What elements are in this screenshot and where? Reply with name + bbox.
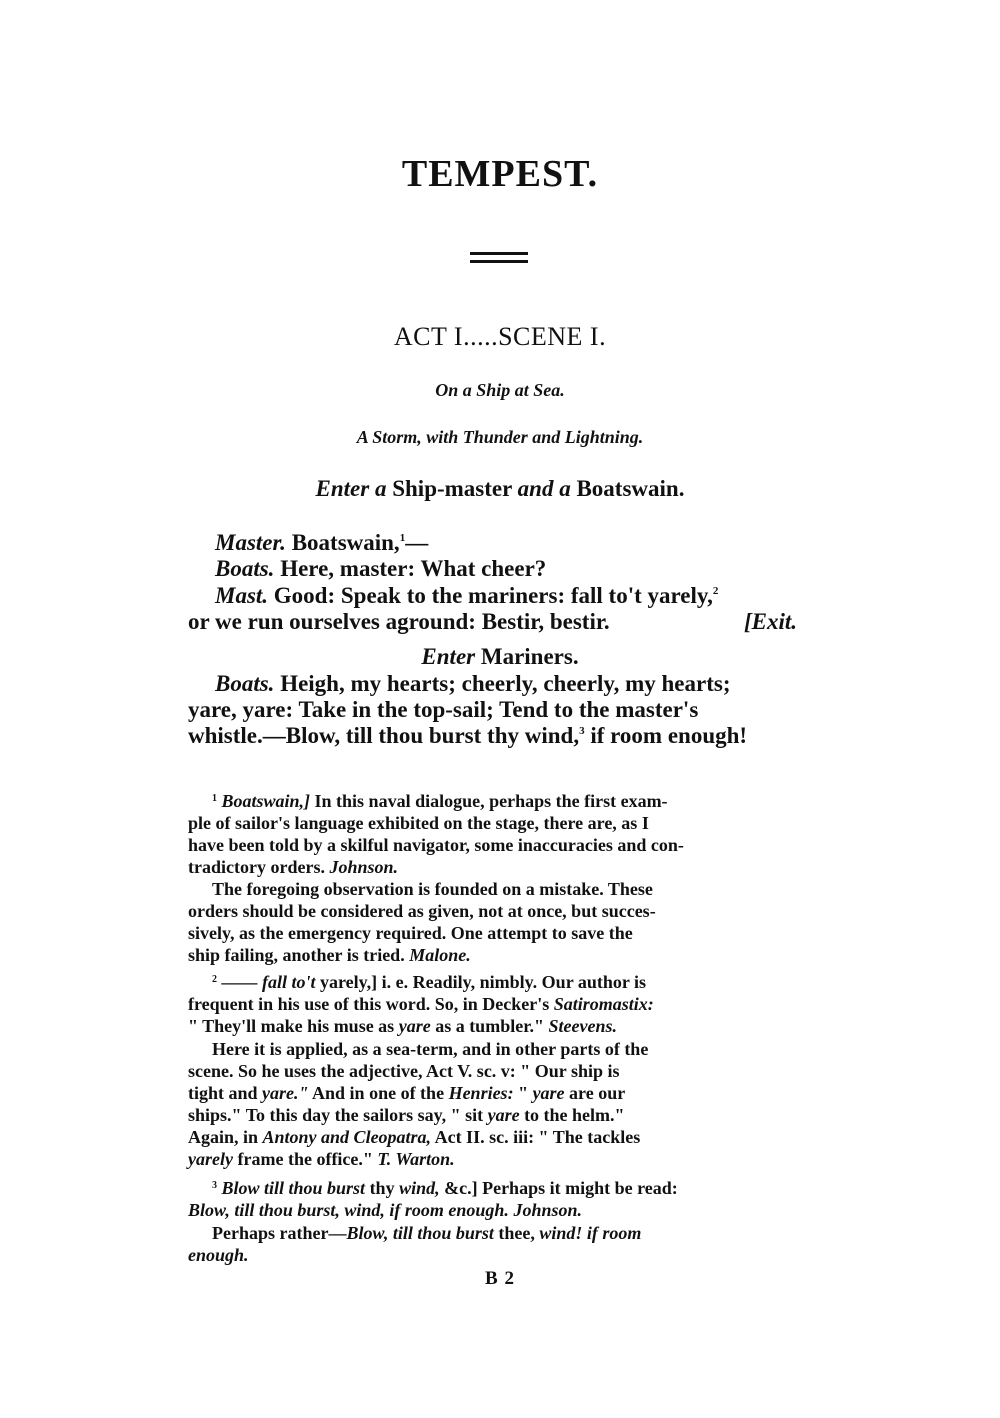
footnote-ref: 2	[712, 585, 719, 597]
enter-word: Enter	[421, 644, 476, 669]
emphasis: yare	[532, 1083, 565, 1103]
speech: if room enough!	[590, 723, 748, 748]
footnote-text: thy	[369, 1178, 395, 1198]
enter-direction	[0, 476, 1000, 502]
role-ship-master: Ship-master	[392, 476, 512, 501]
footnote-text: frame the office."	[237, 1149, 373, 1169]
footnote-line	[188, 1016, 617, 1037]
speech: Good: Speak to the mariners: fall to't yarely,	[273, 583, 713, 608]
footnote-line	[188, 1083, 625, 1104]
emphasis: yare	[398, 1016, 431, 1036]
setting-line: On a Ship at Sea.	[435, 380, 565, 400]
speaker: Boats.	[215, 556, 275, 581]
emphasis: yare	[487, 1105, 520, 1125]
footnote-text: scene. So he uses the adjective, Act V. sc. v: " Our ship is	[188, 1061, 620, 1081]
title-rule	[470, 252, 528, 255]
speech: Heigh, my hearts; cheerly, cheerly, my hearts;	[280, 671, 731, 696]
footnote-lemma: Boatswain,]	[221, 791, 311, 811]
footnote-line	[188, 1149, 455, 1170]
enter-word: Enter	[315, 476, 370, 501]
footnote-text: tight and	[188, 1083, 258, 1103]
enter-direction	[0, 644, 1000, 670]
footnote-text: are our	[569, 1083, 626, 1103]
footnote-text: ships." To this day the sailors say, " sit	[188, 1105, 484, 1125]
footnote-author: T. Warton.	[377, 1149, 455, 1169]
footnote-text: orders should be considered as given, not at once, but succes-	[188, 901, 656, 921]
emphasis: Blow, till thou burst, wind, if room enough.	[188, 1200, 509, 1220]
footnote-line	[188, 1105, 625, 1126]
footnote-text: yarely,] i. e. Readily, nimbly. Our author is	[320, 972, 647, 992]
article: a	[559, 476, 571, 501]
footnote-text: In this naval dialogue, perhaps the first exam-	[314, 791, 668, 811]
footnote-line	[212, 1223, 641, 1244]
dialogue-line	[215, 530, 428, 556]
footnote-line	[188, 1200, 582, 1221]
speech: Here, master: What cheer?	[280, 556, 547, 581]
footnote-text: as a tumbler."	[435, 1016, 545, 1036]
footnote-ref: 1	[399, 532, 406, 544]
footnote-author: Johnson.	[513, 1200, 582, 1220]
dialogue-line	[215, 583, 718, 609]
emphasis: till thou burst	[392, 1223, 494, 1243]
dialogue-line	[215, 671, 730, 697]
stage-direction: A Storm, with Thunder and Lightning.	[356, 427, 644, 447]
footnote-text: tradictory orders.	[188, 857, 325, 877]
speech: Boatswain,	[291, 530, 400, 555]
page-title: TEMPEST.	[401, 153, 599, 195]
dialogue-line: or we run ourselves aground: Bestir, bestir.	[188, 609, 610, 634]
footnote-text: have been told by a skilful navigator, some inaccuracies and con-	[188, 835, 684, 855]
title-rule	[470, 260, 528, 263]
footnote-lemma: —— fall to't	[221, 972, 316, 992]
footnote-2	[212, 972, 646, 993]
footnote-lemma: Blow till thou burst	[221, 1178, 366, 1198]
footnote-text: " They'll make his muse as	[188, 1016, 395, 1036]
footnote-line	[188, 857, 398, 878]
and-word: and	[517, 476, 554, 501]
footnote-author: Malone.	[409, 945, 471, 965]
footnote-author: Johnson.	[329, 857, 398, 877]
page-signature: B 2	[485, 1268, 515, 1289]
footnote-text: The foregoing observation is founded on a mistake. These	[212, 879, 653, 899]
article: a	[374, 476, 387, 501]
speaker: Mast.	[215, 583, 269, 608]
role-mariners: Mariners.	[480, 644, 579, 669]
emphasis: wind,	[399, 1178, 440, 1198]
footnote-number: 3	[212, 1180, 217, 1191]
footnote-text: Act II. sc. iii: " The tackles	[434, 1127, 641, 1147]
footnote-number: 2	[212, 974, 217, 985]
dialogue-line	[215, 556, 546, 582]
role-boatswain: Boatswain.	[576, 476, 685, 501]
exit-direction: [Exit.	[744, 609, 798, 634]
footnote-ref: 3	[579, 725, 585, 737]
footnote-text: "	[518, 1083, 529, 1103]
footnote-line	[188, 994, 654, 1015]
footnote-text: And in one of the	[312, 1083, 445, 1103]
footnote-text: &c.] Perhaps it might be read:	[444, 1178, 678, 1198]
footnote-text: enough.	[188, 1245, 249, 1265]
footnote-text: ple of sailor's language exhibited on the stage, there are, as I	[188, 813, 649, 833]
footnote-text: frequent in his use of this word. So, in Decker's	[188, 994, 550, 1014]
footnote-1	[212, 791, 668, 812]
act-scene-heading: ACT I.....SCENE I.	[393, 322, 607, 351]
dash: —	[405, 530, 429, 555]
footnote-text: ship failing, another is tried.	[188, 945, 405, 965]
footnote-3	[212, 1178, 678, 1199]
emphasis: Blow,	[346, 1223, 389, 1243]
footnote-line	[188, 945, 471, 966]
footnote-line	[188, 1127, 640, 1148]
speaker: Master.	[215, 530, 286, 555]
emphasis: yarely	[188, 1149, 233, 1169]
footnote-text: thee,	[498, 1223, 535, 1243]
dialogue-line	[188, 723, 747, 749]
footnote-author: Steevens.	[548, 1016, 618, 1036]
emphasis: yare."	[262, 1083, 309, 1103]
footnote-text: Perhaps rather—	[212, 1223, 347, 1243]
footnote-text: to the helm."	[524, 1105, 625, 1125]
footnote-text: Again, in	[188, 1127, 259, 1147]
work-title: Antony and Cleopatra,	[262, 1127, 432, 1147]
footnote-text: Here it is applied, as a sea-term, and in other parts of the	[212, 1039, 649, 1059]
work-title: Satiromastix:	[553, 994, 654, 1014]
speaker: Boats.	[215, 671, 275, 696]
emphasis: wind! if room	[539, 1223, 642, 1243]
speech: whistle.—Blow, till thou burst thy wind,	[188, 723, 580, 748]
dialogue-line: yare, yare: Take in the top-sail; Tend to the master's	[188, 697, 699, 722]
footnote-text: sively, as the emergency required. One attempt to save the	[188, 923, 633, 943]
footnote-number: 1	[212, 793, 217, 804]
work-title: Henries:	[448, 1083, 514, 1103]
